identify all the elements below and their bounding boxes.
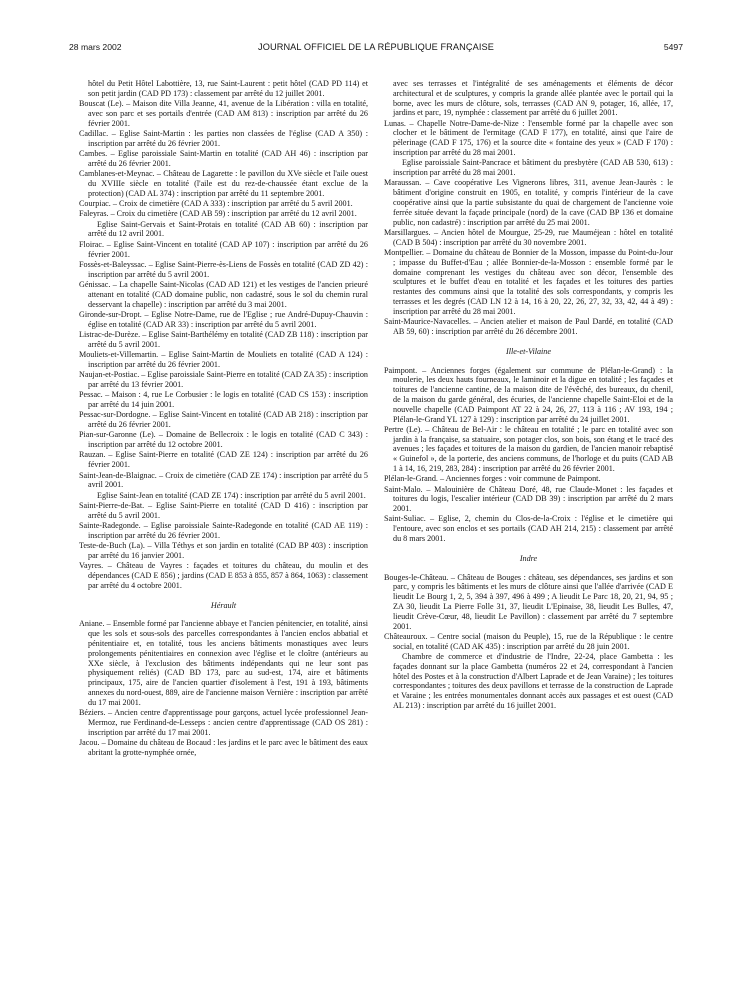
journal-title: JOURNAL OFFICIEL DE LA RÉPUBLIQUE FRANÇAISE [258,42,494,52]
monument-entry: Floirac. – Eglise Saint-Vincent en totalité (CAD AP 107) : inscription par arrêté du 26 février 2001. [79,239,368,259]
department-heading: Ille-et-Vilaine [506,346,551,356]
monument-entry: Mouliets-et-Villemartin. – Eglise Saint-Martin de Mouliets en totalité (CAD A 124) : inscription par arrêté du 26 février 2001. [79,350,368,369]
monument-entry: Bouges-le-Château. – Château de Bouges : château, ses dépendances, ses jardins et son parc, y compris les bâtiments et les murs de clôture ainsi que l'allée d'arrivée (CAD E lieudit Le Bourg 1, 2, 5, 394 à 397, 496 à 499 ; A lieudit Le Parc 18, 20, 21, 94, 95 ; ZA 30, lieudit La Pierre Folle 31, 37, lieudit L'Epinaise, 38, lieudit Les Bulles, 47, lieudit Crève-Cœur, 48, lieudit Le Pavillon) : classement par arrêté du 7 septembre 2001. [384,572,673,631]
monument-entry: Vayres. – Château de Vayres : façades et toitures du château, du moulin et des dépendances (CAD E 856) ; jardins (CAD E 853 à 855, 857 à 864, 1063) : classement par arrêté du 4 octobre 2001. [79,561,368,590]
monument-entry: Pessac-sur-Dordogne. – Eglise Saint-Vincent en totalité (CAD AB 218) : inscription par arrêté du 26 février 2001. [79,410,368,430]
department-heading: Hérault [210,600,237,610]
monument-entry: Saint-Pierre-de-Bat. – Eglise Saint-Pierre en totalité (CAD D 416) : inscription par arrêté du 5 avril 2001. [79,500,368,520]
monument-entry: Montpellier. – Domaine du château de Bonnier de la Mosson, impasse du Point-du-Jour ; impasse du Buffet-d'Eau ; allée Bonnier-de-la-Mosson : ensemble formé par le domaine comprenant les vestiges du château avec son décor, l'ensemble des sculptures et le buffet d'eau en totalité et les façades et les toitures des parties restantes des communs ainsi que la totalité des sols correspondants, y compris les terrasses et les degrés (CAD LN 12 à 14, 16 à 20, 22, 26, 27, 32, 33, 42, 44 à 49) : inscription par arrêté du 28 mai 2001. [384,248,673,316]
monument-entry: Eglise Saint-Gervais et Saint-Protais en totalité (CAD AB 60) : inscription par arrêté du 12 avril 2001. [88,219,368,239]
monument-entry: Lunas. – Chapelle Notre-Dame-de-Nize : l'ensemble formé par la chapelle avec son clocher et le bâtiment de l'ermitage (CAD F 177), en totalité, ainsi que l'aire de pèlerinage (CAD F 175, 176) et la source dite « fontaine des yeux » (CAD F 170) : inscription par arrêté du 28 mai 2001. [384,118,673,158]
monument-entry: Génissac. – La chapelle Saint-Nicolas (CAD AD 121) et les vestiges de l'ancien prieuré attenant en totalité (CAD domaine public, non cadastré, sous le sol du chemin rural desservant la chapelle) : inscription par arrêté du 3 mai 2001. [79,279,368,309]
monument-entry: Saint-Suliac. – Eglise, 2, chemin du Clos-de-la-Croix : l'église et le cimetière qui l'entoure, avec son enclos et ses portails (CAD AH 214, 215) : classement par arrêté du 8 mars 2001. [384,514,673,544]
monument-entry: Béziers. – Ancien centre d'apprentissage pour garçons, actuel lycée professionnel Jean-Mermoz, rue Ferdinand-de-Lesseps : ancien centre d'apprentissage (CAD OS 281) : inscription par arrêté du 17 mai 2001. [79,708,368,737]
monument-entry: hôtel du Petit Hôtel Labottière, 13, rue Saint-Laurent : petit hôtel (CAD PD 114) et son petit jardin (CAD PD 173) : classement par arrêté du 12 juillet 2001. [88,79,368,98]
monument-entry: Fossès-et-Baleyssac. – Eglise Saint-Pierre-ès-Liens de Fossès en totalité (CAD ZD 42) : inscription par arrêté du 5 avril 2001. [79,259,368,279]
department-heading: Indre [519,553,538,563]
right-column [384,79,673,979]
monument-entry: Jacou. – Domaine du château de Bocaud : les jardins et le parc avec le bâtiment des eaux abritant la grotte-nymphée ornée, [79,738,368,757]
page-number: 5497 [663,42,683,52]
monument-entry: Faleyras. – Croix du cimetière (CAD AB 59) : inscription par arrêté du 12 avril 2001. [79,209,357,219]
monument-entry: Marsillargues. – Ancien hôtel de Mourgue, 25-29, rue Mauméjean : hôtel en totalité (CAD B 504) : inscription par arrêté du 30 novembre 2001. [384,227,673,247]
monument-entry: Saint-Malo. – Malouinière de Château Doré, 48, rue Claude-Monet : les façades et toitures du logis, l'escalier intérieur (CAD DB 39) : inscription par arrêté du 2 mars 2001. [384,484,673,514]
monument-entry: Rauzan. – Eglise Saint-Pierre en totalité (CAD ZE 124) : inscription par arrêté du 26 février 2001. [79,450,368,470]
monument-entry: Chambre de commerce et d'industrie de l'Indre, 22-24, place Gambetta : les façades donnant sur la place Gambetta (numéros 22 et 24, correspondant à l'ancien hôtel des Postes et à la construction d'Albert Laprade et de Jean Varaine) ; les toitures correspondantes ; toitures des deux pavillons et terrasse de la construction de Laprade et Varaine ; les entrées monumentales donnant accès aux passages et est ouest (CAD AL 213) : inscription par arrêté du 16 juillet 2001. [393,652,673,711]
monument-entry: Cadillac. – Eglise Saint-Martin : les parties non classées de l'église (CAD A 350) : inscription par arrêté du 26 février 2001. [79,128,368,148]
monument-entry: Châteauroux. – Centre social (maison du Peuple), 15, rue de la République : le centre social, en totalité (CAD AK 435) : inscription par arrêté du 28 juin 2001. [384,631,673,651]
monument-entry: Aniane. – Ensemble formé par l'ancienne abbaye et l'ancien pénitencier, en totalité, ainsi que les sols et sous-sols des parcelles correspondantes à l'ancien enclos abbatial et pénitentiaire et, en totalité, tous les anciens bâtiments monastiques avec leurs prolongements pénitentiaires en connexion avec l'église et le cloître (antérieurs au XXe siècle, à l'exclusion des bâtiments indépendants qui ne leur sont pas physiquement reliés) (CAD BD 173, parc au sud-est, 174, aire et bâtiments principaux, 175, aire de l'ancien quartier d'isolement à l'est, 191 à 193, bâtiments annexes du nord-ouest, 889, aire de l'ancienne maison Vernière : inscription par arrêté du 17 mai 2001. [79,619,368,707]
monument-entry: Maraussan. – Cave coopérative Les Vignerons libres, 311, avenue Jean-Jaurès : le bâtiment d'origine construit en 1905, en totalité, y compris l'intérieur de la cave coopérative ainsi que la partie subsistante du quai de chargement de l'ancienne voie ferrée située devant la façade principale (nord) de la cave (CAD BP 136 et domaine public, non cadastré) : inscription par arrêté du 25 mai 2001. [384,178,673,227]
monument-entry: Plélan-le-Grand. – Anciennes forges : voir commune de Paimpont. [384,474,601,484]
monument-entry: Cambes. – Eglise paroissiale Saint-Martin en totalité (CAD AH 46) : inscription par arrêté du 26 février 2001. [79,149,368,168]
monument-entry: avec ses terrasses et l'intégralité de ses aménagements et éléments de décor architectural et de sculptures, y compris la grande allée plantée avec le portail qui la borne, avec les murs de clôture, sols, terrasses (CAD AN 9, potager, 16, allée, 17, jardins et parc, 19, nymphée : classement par arrêté du 6 juillet 2001. [393,79,673,118]
monument-entry: Pertre (Le). – Château de Bel-Air : le château en totalité ; le parc en totalité avec son jardin à la française, sa statuaire, son potager clos, son bois, son étang et le tracé des avenues ; les façades et toitures de la maison du gardien, de l'ancien manoir rebaptisé « Guinefol », de la porterie, des anciens communs, de l'horloge et du puits (CAD AB 1 à 14, 16, 219, 283, 284) : inscription par arrêté du 26 février 2001. [384,424,673,473]
monument-entry: Naujan-et-Postiac. – Eglise paroissiale Saint-Pierre en totalité (CAD ZA 35) : inscription par arrêté du 13 février 2001. [79,370,368,389]
monument-entry: Listrac-de-Durèze. – Eglise Saint-Barthélémy en totalité (CAD ZB 118) : inscription par arrêté du 5 avril 2001. [79,329,368,349]
monument-entry: Gironde-sur-Dropt. – Eglise Notre-Dame, rue de l'Eglise ; rue André-Dupuy-Chauvin : église en totalité (CAD AR 33) : inscription par arrêté du 5 avril 2001. [79,309,368,329]
monument-entry: Eglise Saint-Jean en totalité (CAD ZE 174) : inscription par arrêté du 5 avril 2001. [97,490,366,500]
monument-entry: Pian-sur-Garonne (Le). – Domaine de Bellecroix : le logis en totalité (CAD C 343) : inscription par arrêté du 12 octobre 2001. [79,430,368,450]
monument-entry: Sainte-Radegonde. – Eglise paroissiale Sainte-Radegonde en totalité (CAD AE 119) : inscription par arrêté du 26 février 2001. [79,521,368,540]
monument-entry: Saint-Maurice-Navacelles. – Ancien atelier et maison de Paul Dardé, en totalité (CAD AB 59, 60) : inscription par arrêté du 26 décembre 2001. [384,317,673,336]
monument-entry: Camblanes-et-Meynac. – Château de Lagarette : le pavillon du XVe siècle et l'aile ouest du XVIIIe siècle en totalité (l'aile est du rez-de-chaussée étant exclue de la protection) (CAD AL 374) : inscription par arrêté du 11 septembre 2001. [79,169,368,198]
header-date: 28 mars 2002 [69,42,122,52]
monument-entry: Bouscat (Le). – Maison dite Villa Jeanne, 41, avenue de la Libération : villa en totalité, avec son parc et ses portails d'entrée (CAD AM 813) : inscription par arrêté du 26 février 2001. [79,99,368,128]
monument-entry: Saint-Jean-de-Blaignac. – Croix de cimetière (CAD ZE 174) : inscription par arrêté du 5 avril 2001. [79,470,368,490]
monument-entry: Eglise paroissiale Saint-Pancrace et bâtiment du presbytère (CAD AB 530, 613) : inscription par arrêté du 28 mai 2001. [393,158,673,178]
page-header [69,42,683,56]
monument-entry: Teste-de-Buch (La). – Villa Téthys et son jardin en totalité (CAD BP 403) : inscription par arrêté du 16 janvier 2001. [79,541,368,560]
monument-entry: Paimpont. – Anciennes forges (également sur commune de Plélan-le-Grand) : la moulerie, les deux hauts fourneaux, le laminoir et la digue en totalité ; les façades et toitures de l'ancienne cantine, de la maison dite de l'évêché, des bureaux, du chenil, de la maison du garde général, des écuries, de l'ancienne chapelle Saint-Eloi et de la nouvelle chapelle (CAD Paimpont AT 22 à 24, 26, 27, 113 à 116 ; AV 193, 194 ; Plélan-le-Grand YL 127 à 129) : inscription par arrêté du 24 juillet 2001. [384,365,673,424]
monument-entry: Courpiac. – Croix de cimetière (CAD A 333) : inscription par arrêté du 5 avril 2001. [79,199,353,209]
monument-entry: Pessac. – Maison : 4, rue Le Corbusier : le logis en totalité (CAD CS 153) : inscription par arrêté du 14 juin 2001. [79,390,368,409]
left-column [79,79,368,979]
